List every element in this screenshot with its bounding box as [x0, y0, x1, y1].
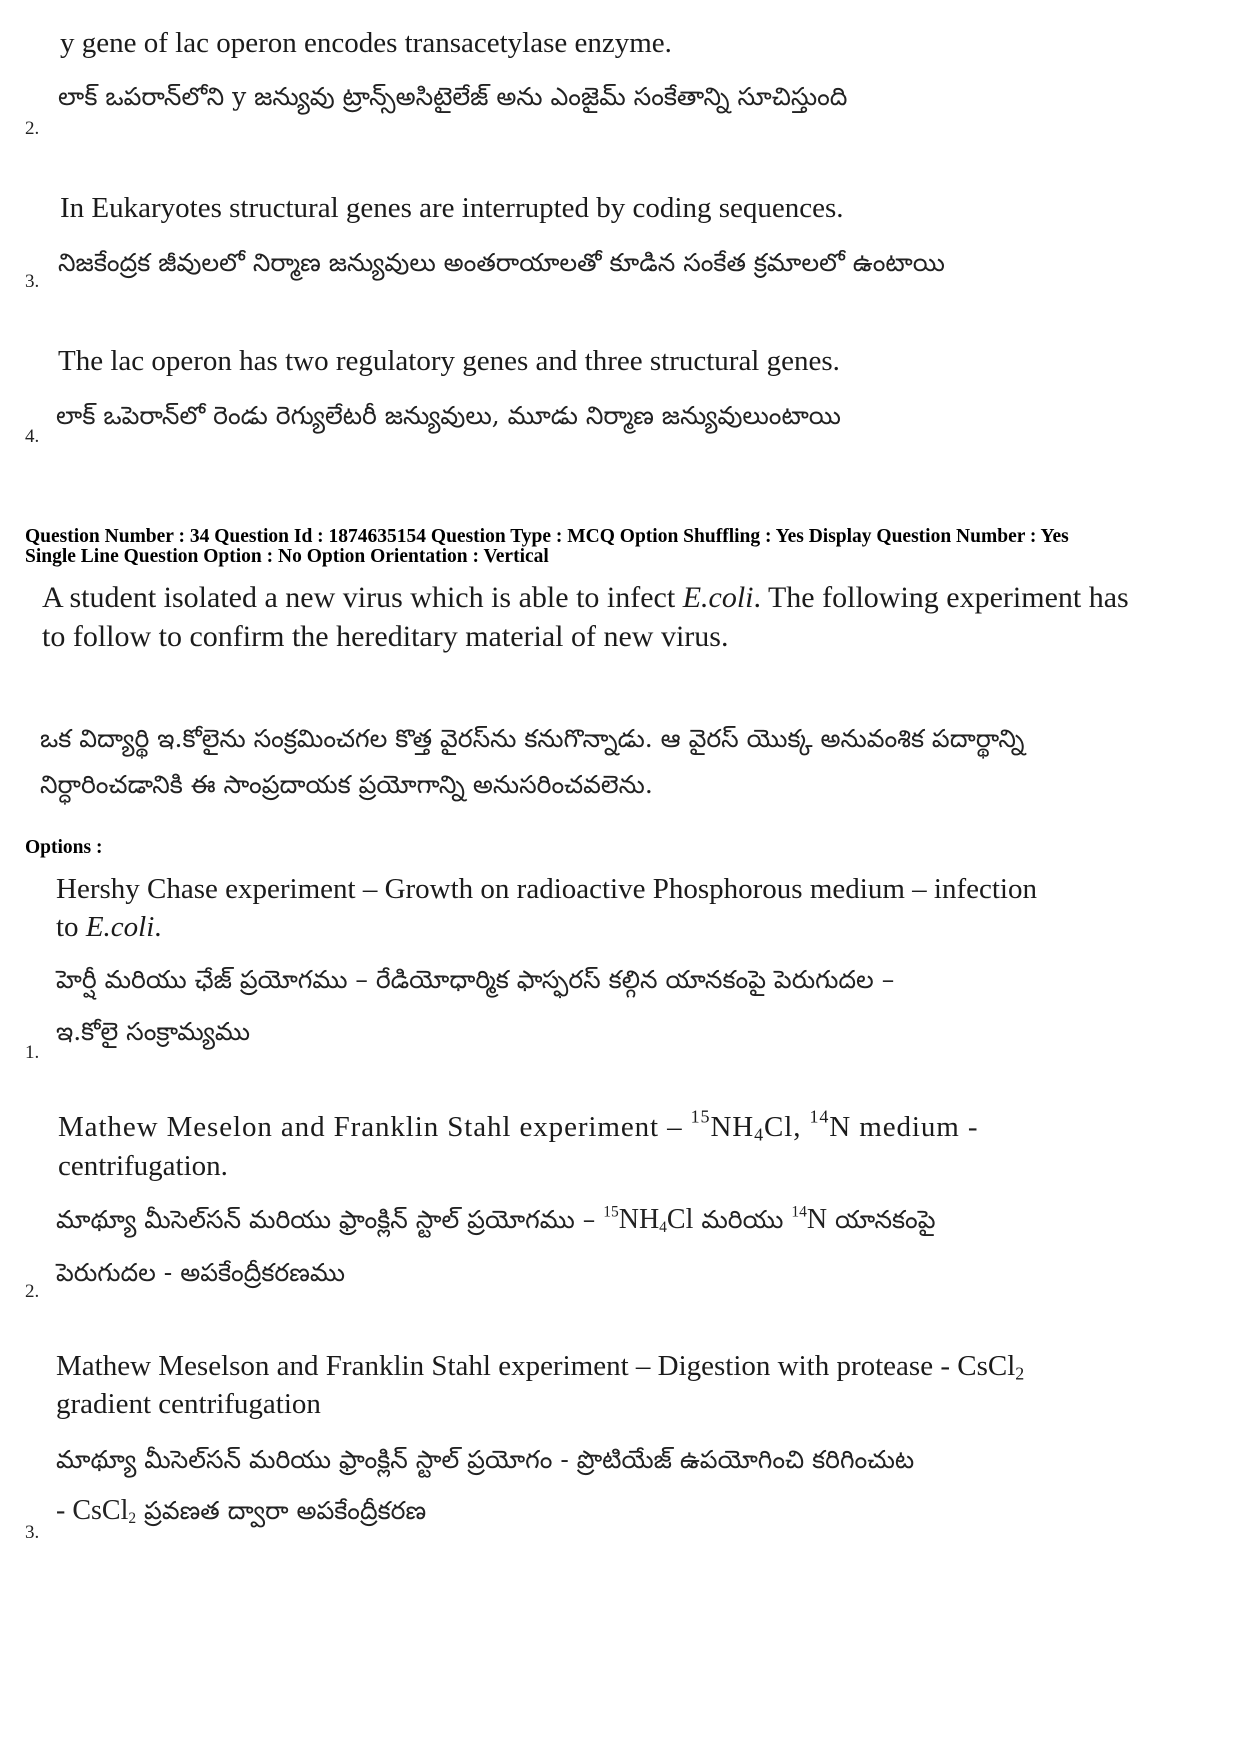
option-3-telugu-line-2: - CsCl$_2$ ప్రవణత ద్వారా అపకేంద్రీకరణ: [56, 1495, 427, 1527]
option-2-english-line-1: Mathew Meselon and Franklin Stahl experiment – $^{15}NH_4Cl$, $^{14}$N medium -: [58, 1106, 979, 1145]
option-1-telugu-line-1: హెర్షీ మరియు ఛేజ్ ప్రయోగము – రేడియోధార్మిక ఫాస్ఫరస్ కల్గిన యానకంపై పెరుగుదల –: [56, 965, 895, 994]
option-1-english-line-1: Hershy Chase experiment – Growth on radioactive Phosphorous medium – infection: [56, 873, 1037, 905]
option-number-1: 1.: [25, 1042, 40, 1063]
prev-option-3-english: In Eukaryotes structural genes are interrupted by coding sequences.: [60, 192, 844, 224]
prev-option-number-4: 4.: [25, 426, 40, 447]
prev-option-3-telugu: నిజకేంద్రక జీవులలో నిర్మాణ జన్యువులు అంతరాయాలతో కూడిన సంకేత క్రమాలలో ఉంటాయి: [58, 248, 945, 277]
question-telugu-line-1: ఒక విద్యార్థి ఇ.కోలైను సంక్రమించగల కొత్త వైరస్‌ను కనుగొన్నాడు. ఆ వైరస్ యొక్క అనువంశిక పదార్థాన్ని: [40, 724, 1025, 753]
option-3-english-line-2: gradient centrifugation: [56, 1388, 321, 1420]
question-telugu-line-2: నిర్ధారించడానికి ఈ సాంప్రదాయక ప్రయోగాన్ని అనుసరించవలెను.: [40, 770, 653, 799]
option-1-english-line-2: to E.coli.: [56, 911, 162, 943]
question-english-line-2: to follow to confirm the hereditary material of new virus.: [42, 620, 729, 653]
option-1-telugu-line-2: ఇ.కోలై సంక్రామ్యము: [56, 1017, 250, 1046]
prev-option-4-telugu: లాక్ ఒపెరాన్‌లో రెండు రెగ్యులేటరీ జన్యువులు, మూడు నిర్మాణ జన్యువులుంటాయి: [56, 401, 841, 430]
question-english-line-1: A student isolated a new virus which is able to infect E.coli. The following experiment has: [42, 581, 1129, 614]
prev-option-4-english: The lac operon has two regulatory genes and three structural genes.: [58, 345, 840, 377]
question-meta-line-2: Single Line Question Option : No Option Orientation : Vertical: [25, 546, 549, 567]
option-2-english-line-2: centrifugation.: [58, 1150, 228, 1182]
question-meta-line-1: Question Number : 34 Question Id : 1874635154 Question Type : MCQ Option Shuffling : Yes Display Question Number : Yes: [25, 526, 1069, 547]
option-2-telugu-line-2: పెరుగుదల - అపకేంద్రీకరణము: [56, 1258, 345, 1287]
prev-option-2-telugu: లాక్ ఒపరాన్‌లోని y జన్యువు ట్రాన్స్‌అసిటైలేజ్ అను ఎంజైమ్ సంకేతాన్ని సూచిస్తుంది: [58, 82, 848, 111]
option-number-3: 3.: [25, 1522, 40, 1543]
prev-option-number-2: 2.: [25, 118, 40, 139]
option-number-2: 2.: [25, 1281, 40, 1302]
option-2-telugu-line-1: మాథ్యూ మీసెల్‌సన్ మరియు ఫ్రాంక్లిన్ స్టాల్ ప్రయోగము – $^{15}NH_4Cl$ మరియు $^{14}$N యానకంపై: [56, 1203, 936, 1236]
option-3-telugu-line-1: మాథ్యూ మీసెల్‌సన్ మరియు ఫ్రాంక్లిన్ స్టాల్ ప్రయోగం - ప్రొటియేజ్ ఉపయోగించి కరిగించుట: [56, 1445, 915, 1474]
prev-option-2-english: y gene of lac operon encodes transacetylase enzyme.: [60, 27, 672, 59]
prev-option-number-3: 3.: [25, 271, 40, 292]
options-label: Options :: [25, 837, 103, 858]
option-3-english-line-1: Mathew Meselson and Franklin Stahl experiment – Digestion with protease - CsCl$_2$: [56, 1350, 1025, 1384]
